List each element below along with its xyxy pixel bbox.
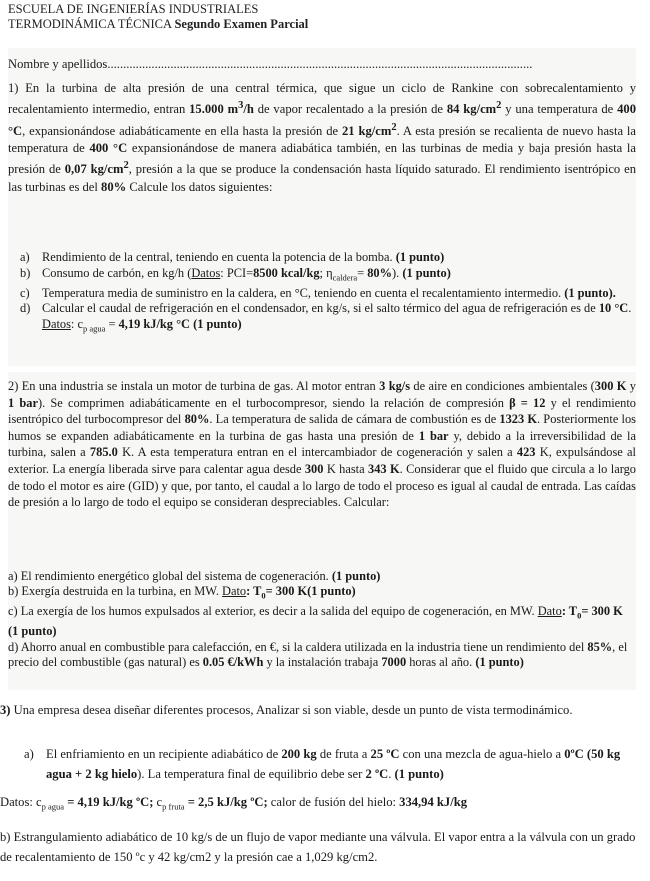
list-item: d) Ahorro anual en combustible para calefacción, en €, si la caldera utilizada en la industria tiene un rendimiento del 85%, el precio del combustible (gas natural) es 0.05 €/kWh y la instalación trabaja 7000 horas al año. (1 punto) <box>8 639 628 669</box>
list-item: d) Calcular el caudal de refrigeración en el condensador, en kg/s, si el salto térmico del agua de refrigeración es de 10 °C. Datos: $c_{p agua} = 4,19$ kJ/kg °C (1 punto) <box>20 301 632 334</box>
exam-header <box>8 2 308 32</box>
question-3-item-b: b) Estrangulamiento adiabático de 10 kg/s de un flujo de vapor mediante una válvula. El vapor entra a la válvula con un grado de recalentamiento de 150 ºc y 42 kg/cm2 y la presión cae a 1,029 kg/cm2. <box>0 830 636 864</box>
question-1-items <box>20 250 632 337</box>
question-2-items <box>8 569 628 670</box>
question-2: 2) En una industria se instala un motor de turbina de gas. Al motor entran 3 kg/s de aire en condiciones ambientales (300 K y 1 bar). Se comprimen adiabáticamente en el turbocompresor, siendo la relación de compresión β = 12 y el rendimiento isentrópico del turbocompresor del 80%. La temperatura de salida de cámara de combustión es de 1323 K. Posteriormente los humos se expanden adiabáticamente en la turbina de gas hasta una presión de 1 bar y, debido a la irreversibilidad de la turbina, salen a 785.0 K. A esta temperatura entran en el intercambiador de cogeneración y salen a 423 K, expulsándose al exterior. La energía liberada sirve para calentar agua desde 300 K hasta 343 K. Considerar que el fluido que circula a lo largo de todo el motor es aire (GID) y que, por tanto, el caudal a lo largo de todo el proceso es igual al caudal de entrada. Las caídas de presión a lo largo de todo el equipo se consideran despreciables. Calcular: <box>8 379 637 510</box>
course-title: TERMODINÁMICA TÉCNICA Segundo Examen Parcial <box>8 17 309 31</box>
list-item: a) Rendimiento de la central, teniendo en cuenta la potencia de la bomba. (1 punto) <box>20 250 445 264</box>
list-item: c) Temperatura media de suministro en la caldera, en °C, teniendo en cuenta el recalentamiento intermedio. (1 punto). <box>20 285 616 300</box>
list-item: b) Consumo de carbón, en kg/h (Datos: PCI=8500 kcal/kg; $\eta_{caldera}= 80\%$). (1 punto) <box>20 265 451 283</box>
question-3-data: Datos: $c_{p agua} = 4,19$ kJ/kg ºC; $c_{p fruta} = 2,5$ kJ/kg ºC; calor de fusión del hielo: 334,94 kJ/kg <box>0 795 468 812</box>
question-3-item-a: a) El enfriamiento en un recipiente adiabático de 200 kg de fruta a 25 ºC con una mezcla de agua-hielo a 0ºC (50 kg agua + 2 kg hielo). La temperatura final de equilibrio debe ser 2 ºC. (1 punto) <box>24 747 621 781</box>
list-item: a) El rendimiento energético global del sistema de cogeneración. (1 punto) <box>8 569 381 583</box>
list-item: c) La exergía de los humos expulsados al exterior, es decir a la salida del equipo de cogeneración, en MW. Dato: $T_0= 300$ K (1 punto) <box>8 604 623 639</box>
list-item: b) Exergía destruida en la turbina, en MW. Dato: $T_0= 300$ K(1 punto) <box>8 584 356 601</box>
question-1: 1) En la turbina de alta presión de una central térmica, que sigue un ciclo de Rankine con sobrecalentamiento y recalentamiento intermedio, entran 15.000 $m^3/h$ de vapor recalentado a la presión de 84 $kg/cm^2$ y una temperatura de 400 °C, expansionándose adiabáticamente en ella hasta la presión de 21 $kg/cm^2$. A esta presión se recalienta de nuevo hasta la temperatura de 400 °C expansionándose de manera adiabática también, en las turbinas de media y baja presión hasta la presión de 0,07 $kg/cm^2$, presión a la que se produce la condensación hasta líquido saturado. El rendimiento isentrópico en las turbinas es del 80% Calcule los datos siguientes: <box>8 81 637 194</box>
question-3: 3) Una empresa desea diseñar diferentes procesos, Analizar si son viable, desde un punto de vista termodinámico. <box>0 703 573 717</box>
school-name: ESCUELA DE INGENIERÍAS INDUSTRIALES <box>8 2 259 16</box>
name-field: Nombre y apellidos....................................................................................................................................... <box>8 57 533 71</box>
